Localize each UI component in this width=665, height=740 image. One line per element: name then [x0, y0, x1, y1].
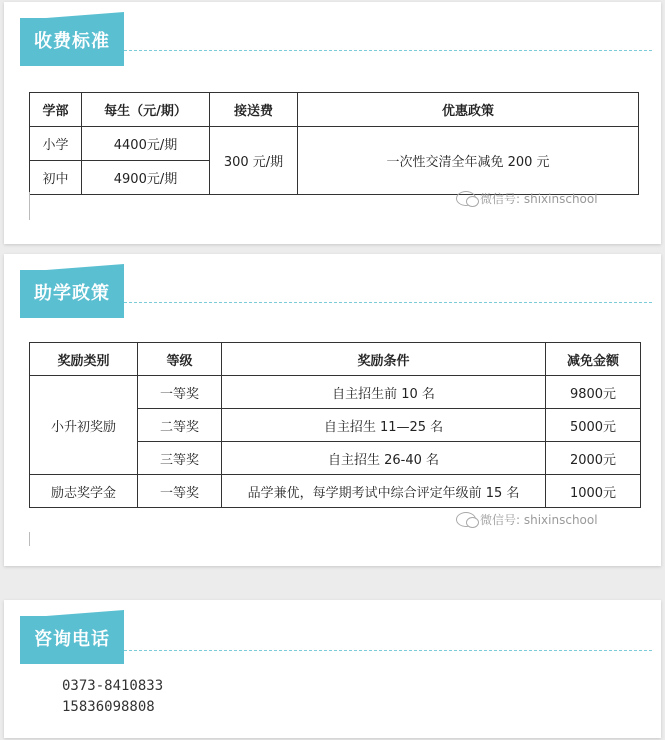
aid-watermark-text: 微信号: shixinschool: [480, 513, 598, 527]
wechat-icon: [456, 512, 476, 527]
aid-header-level: 等级: [138, 343, 222, 376]
fees-section-title: 收费标准: [20, 18, 124, 66]
fees-header-dept: 学部: [30, 93, 82, 127]
aid-condition-cell: 自主招生 11—25 名: [222, 409, 546, 442]
aid-condition-cell: 品学兼优，每学期考试中综合评定年级前 15 名: [222, 475, 546, 508]
aid-header-amount: 减免金额: [546, 343, 641, 376]
aid-table-side-line: [29, 532, 30, 546]
fees-dept-cell: 小学: [30, 127, 82, 161]
aid-header-condition: 奖励条件: [222, 343, 546, 376]
fees-watermark: [456, 190, 598, 207]
fees-header-fee: 每生（元/期）: [82, 93, 210, 127]
aid-amount-cell: 9800元: [546, 376, 641, 409]
fees-watermark-text: 微信号: shixinschool: [480, 192, 598, 206]
fees-shuttle-cell: 300 元/期: [210, 127, 298, 195]
fees-table-header-row: [30, 93, 639, 127]
wechat-icon: [456, 191, 476, 206]
aid-section-title: 助学政策: [20, 270, 124, 318]
aid-level-cell: 二等奖: [138, 409, 222, 442]
aid-level-cell: 一等奖: [138, 475, 222, 508]
aid-amount-cell: 2000元: [546, 442, 641, 475]
contact-phone-landline[interactable]: 0373-8410833: [62, 678, 164, 694]
contact-phone-mobile[interactable]: 15836098808: [62, 699, 155, 715]
aid-category-cell: 励志奖学金: [30, 475, 138, 508]
aid-header-divider: [124, 302, 652, 303]
aid-table-header-row: [30, 343, 641, 376]
aid-condition-cell: 自主招生前 10 名: [222, 376, 546, 409]
aid-amount-cell: 1000元: [546, 475, 641, 508]
contact-section: [4, 600, 661, 738]
aid-category-cell: 小升初奖励: [30, 376, 138, 475]
fees-section: [4, 2, 661, 244]
aid-watermark: [456, 511, 598, 528]
fees-header-shuttle: 接送费: [210, 93, 298, 127]
fees-header-divider: [124, 50, 652, 51]
fees-discount-cell: 一次性交清全年减免 200 元: [298, 127, 639, 195]
aid-level-cell: 三等奖: [138, 442, 222, 475]
aid-section: [4, 254, 661, 566]
fees-dept-cell: 初中: [30, 161, 82, 195]
aid-table-row: [30, 376, 641, 409]
aid-header-category: 奖励类别: [30, 343, 138, 376]
fees-amount-cell: 4400元/期: [82, 127, 210, 161]
aid-level-cell: 一等奖: [138, 376, 222, 409]
fees-header-discount: 优惠政策: [298, 93, 639, 127]
aid-condition-cell: 自主招生 26-40 名: [222, 442, 546, 475]
fees-table: [29, 92, 639, 195]
fees-section-header: [20, 18, 124, 66]
aid-section-header: [20, 270, 124, 318]
fees-amount-cell: 4900元/期: [82, 161, 210, 195]
contact-phone-list: [62, 676, 163, 718]
aid-amount-cell: 5000元: [546, 409, 641, 442]
contact-section-header: [20, 616, 124, 664]
aid-table: [29, 342, 641, 508]
fees-table-side-line: [29, 192, 30, 220]
contact-section-title: 咨询电话: [20, 616, 124, 664]
aid-table-row: [30, 475, 641, 508]
contact-header-divider: [124, 650, 652, 651]
fees-table-row: [30, 127, 639, 161]
